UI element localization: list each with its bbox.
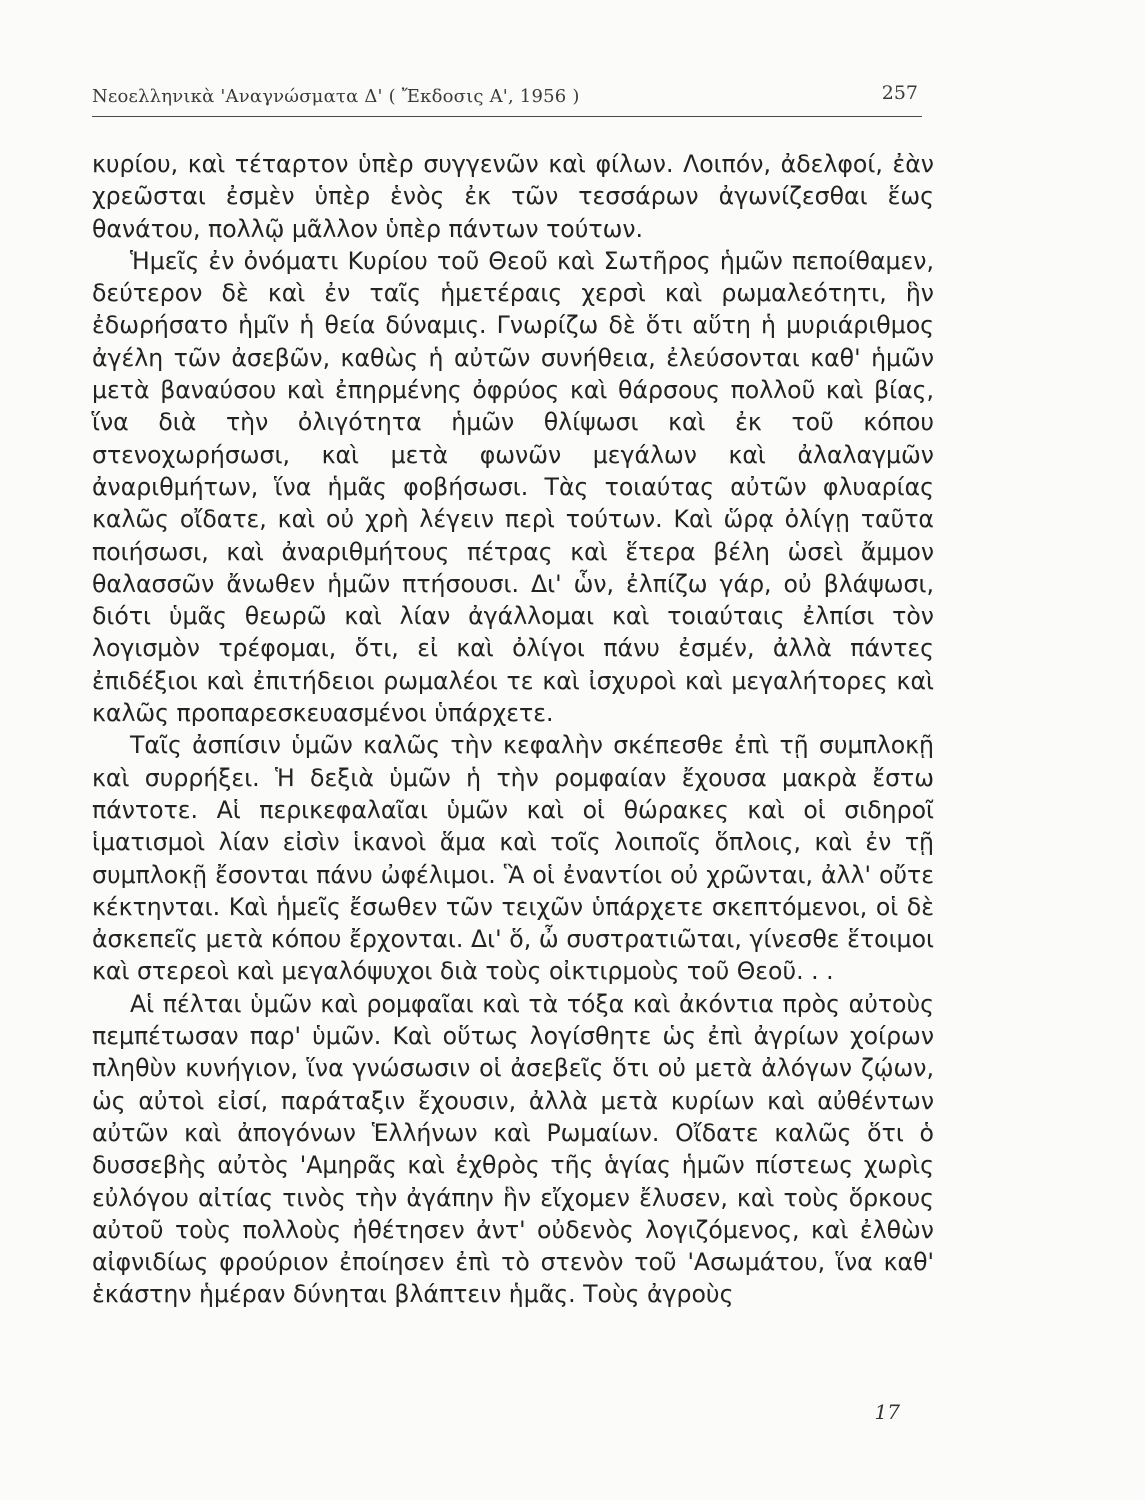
paragraph-3: Ταῖς ἀσπίσιν ὑμῶν καλῶς τὴν κεφαλὴν σκέπεσθε ἐπὶ τῇ συμπλοκῇ καὶ συρρήξει. Ἡ δεξιὰ ὑμῶν ἡ τὴν ρομφαίαν ἔχουσα μακρὰ ἔστω πάντοτε. Αἱ περικεφαλαῖαι ὑμῶν καὶ οἱ θώρακες καὶ οἱ σιδηροῖ ἱματισμοὶ λίαν εἰσὶν ἱκανοὶ ἅμα καὶ τοῖς λοιποῖς ὅπλοις, καὶ ἐν τῇ συμπλοκῇ ἔσονται πάνυ ὠφέλιμοι. Ἃ οἱ ἐναντίοι οὐ χρῶνται, ἀλλ' οὔτε κέκτηνται. Καὶ ἡμεῖς ἔσωθεν τῶν τειχῶν ὑπάρχετε σκεπτόμενοι, οἱ δὲ ἀσκεπεῖς μετὰ κόπου ἔρχονται. Δι' ὅ, ὦ συστρατιῶται, γίνεσθε ἕτοιμοι καὶ στερεοὶ καὶ μεγαλόψυχοι διὰ τοὺς οἰκτιρμοὺς τοῦ Θεοῦ. . . [92, 731, 934, 986]
running-title: Νεοελληνικὰ 'Αναγνώσματα Δ' ( Ἔκδοσις Α', 1956 ) [92, 86, 580, 107]
paragraph-1: κυρίου, καὶ τέταρτον ὑπὲρ συγγενῶν καὶ φίλων. Λοιπόν, ἀδελφοί, ἐὰν χρεῶσται ἐσμὲν ὑπὲρ ἑνὸς ἐκ τῶν τεσσάρων ἀγωνίζεσθαι ἕως θανάτου, πολλῷ μᾶλλον ὑπὲρ πάντων τούτων. [92, 150, 934, 243]
page-number: 257 [881, 82, 918, 104]
paragraph-2: Ἡμεῖς ἐν ὀνόματι Κυρίου τοῦ Θεοῦ καὶ Σωτῆρος ἡμῶν πεποίθαμεν, δεύτερον δὲ καὶ ἐν ταῖς ἡμετέραις χερσὶ καὶ ρωμαλεότητι, ἣν ἐδωρήσατο ἡμῖν ἡ θεία δύναμις. Γνωρίζω δὲ ὅτι αὕτη ἡ μυριάριθμος ἀγέλη τῶν ἀσεβῶν, καθὼς ἡ αὐτῶν συνήθεια, ἐλεύσονται καθ' ἡμῶν μετὰ βαναύσου καὶ ἐπηρμένης ὀφρύος καὶ θάρσους πολλοῦ καὶ βίας, ἵνα διὰ τὴν ὀλιγότητα ἡμῶν θλίψωσι καὶ ἐκ τοῦ κόπου στενοχωρήσωσι, καὶ μετὰ φωνῶν μεγάλων καὶ ἀλαλαγμῶν ἀναριθμήτων, ἵνα ἡμᾶς φοβήσωσι. Τὰς τοιαύτας αὐτῶν φλυαρίας καλῶς οἴδατε, καὶ οὐ χρὴ λέγειν περὶ τούτων. Καὶ ὥρᾳ ὀλίγῃ ταῦτα ποιήσωσι, καὶ ἀναριθμήτους πέτρας καὶ ἕτερα βέλη ὡσεὶ ἄμμον θαλασσῶν ἄνωθεν ἡμῶν πτήσουσι. Δι' ὧν, ἐλπίζω γάρ, οὐ βλάψωσι, διότι ὑμᾶς θεωρῶ καὶ λίαν ἀγάλλομαι καὶ τοιαύταις ἐλπίσι τὸν λογισμὸν τρέφομαι, ὅτι, εἰ καὶ ὀλίγοι πάνυ ἐσμέν, ἀλλὰ πάντες ἐπιδέξιοι καὶ ἐπιτήδειοι ρωμαλέοι τε καὶ ἰσχυροὶ καὶ μεγαλήτορες καὶ καλῶς προπαρεσκευασμένοι ὑπάρχετε. [92, 246, 934, 728]
running-header [92, 82, 922, 117]
signature-mark: 17 [874, 1400, 900, 1424]
main-text [92, 148, 934, 1311]
paragraph-4: Αἱ πέλται ὑμῶν καὶ ρομφαῖαι καὶ τὰ τόξα καὶ ἀκόντια πρὸς αὐτοὺς πεμπέτωσαν παρ' ὑμῶν. Καὶ οὕτως λογίσθητε ὡς ἐπὶ ἀγρίων χοίρων πληθὺν κυνήγιον, ἵνα γνώσωσιν οἱ ἀσεβεῖς ὅτι οὐ μετὰ ἀλόγων ζῴων, ὡς αὐτοὶ εἰσί, παράταξιν ἔχουσιν, ἀλλὰ μετὰ κυρίων καὶ αὐθέντων αὐτῶν καὶ ἀπογόνων Ἑλλήνων καὶ Ρωμαίων. Οἴδατε καλῶς ὅτι ὁ δυσσεβὴς αὐτὸς 'Αμηρᾶς καὶ ἐχθρὸς τῆς ἁγίας ἡμῶν πίστεως χωρὶς εὐλόγου αἰτίας τινὸς τὴν ἀγάπην ἣν εἴχομεν ἔλυσεν, καὶ τοὺς ὅρκους αὐτοῦ τοὺς πολλοὺς ἠθέτησεν ἀντ' οὐδενὸς λογιζόμενος, καὶ ἐλθὼν αἰφνιδίως φρούριον ἐποίησεν ἐπὶ τὸ στενὸν τοῦ 'Ασωμάτου, ἵνα καθ' ἑκάστην ἡμέραν δύνηται βλάπτειν ἡμᾶς. Τοὺς ἀγροὺς [92, 989, 934, 1309]
